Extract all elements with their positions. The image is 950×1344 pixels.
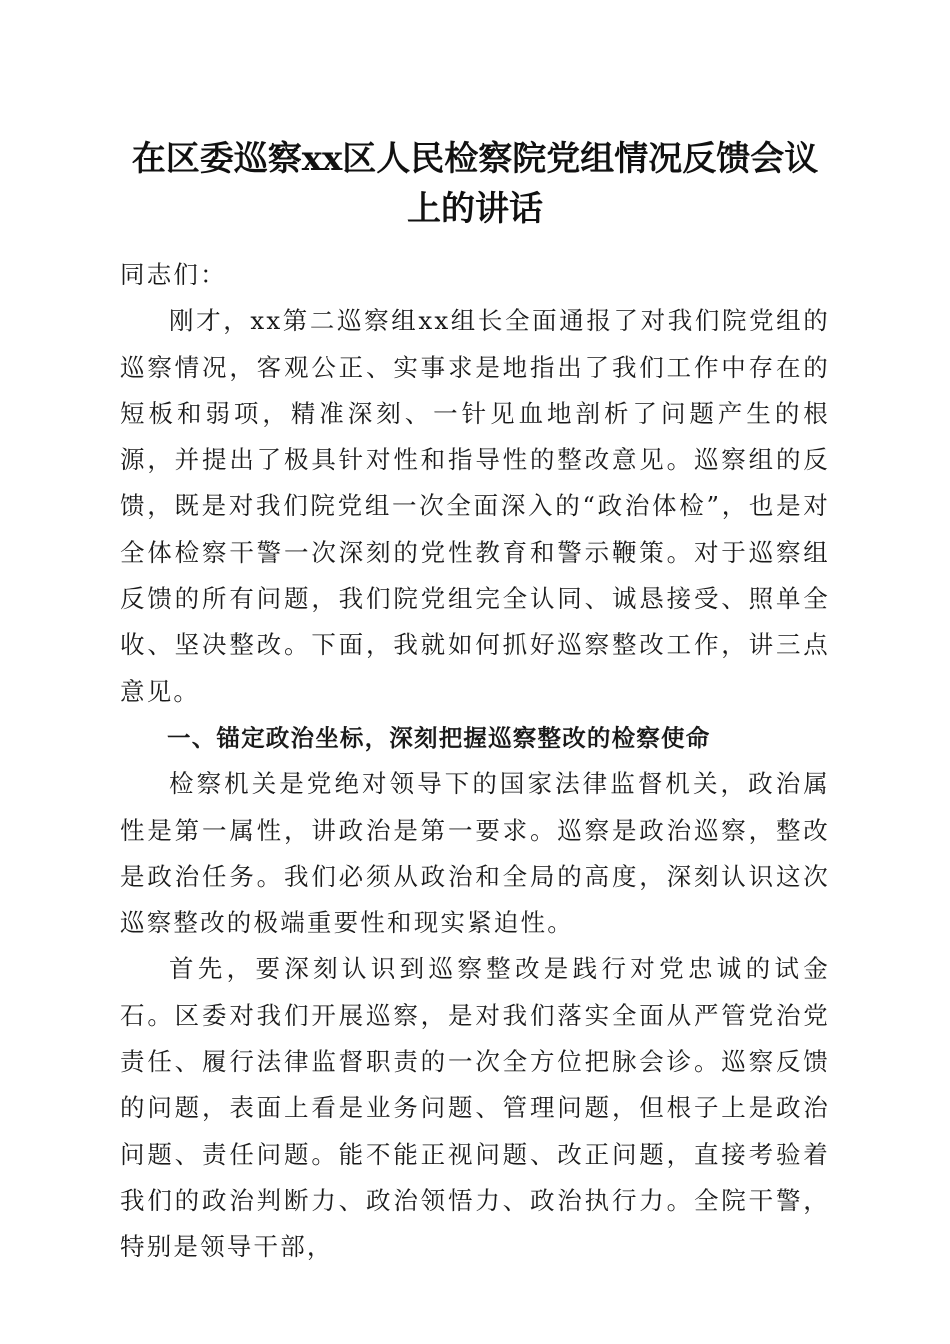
section-heading-1: 一、锚定政治坐标，深刻把握巡察整改的检察使命	[167, 723, 711, 752]
paragraph-section1-1: 检察机关是党绝对领导下的国家法律监督机关，政治属性是第一属性，讲政治是第一要求。巡察是政治巡察，整改是政治任务。我们必须从政治和全局的高度，深刻认识这次巡察整改的极端重要性和现实紧迫性。	[120, 769, 830, 938]
paragraph-intro: 刚才，xx第二巡察组xx组长全面通报了对我们院党组的巡察情况，客观公正、实事求是地指出了我们工作中存在的短板和弱项，精准深刻、一针见血地剖析了问题产生的根源，并提出了极具针对性和指导性的整改意见。巡察组的反馈，既是对我们院党组一次全面深入的“政治体检”，也是对全体检察干警一次深刻的党性教育和警示鞭策。对于巡察组反馈的所有问题，我们院党组完全认同、诚恳接受、照单全收、坚决整改。下面，我就如何抓好巡察整改工作，讲三点意见。	[120, 306, 830, 706]
document-body	[120, 252, 830, 1271]
salutation: 同志们：	[120, 260, 227, 289]
paragraph-section1-2: 首先，要深刻认识到巡察整改是践行对党忠诚的试金石。区委对我们开展巡察，是对我们落实全面从严管党治党责任、履行法律监督职责的一次全方位把脉会诊。巡察反馈的问题，表面上看是业务问题、管理问题，但根子上是政治问题、责任问题。能不能正视问题、改正问题，直接考验着我们的政治判断力、政治领悟力、政治执行力。全院干警，特别是领导干部，	[120, 954, 830, 1262]
document-title: 在区委巡察xx区人民检察院党组情况反馈会议上的讲话	[131, 139, 819, 229]
